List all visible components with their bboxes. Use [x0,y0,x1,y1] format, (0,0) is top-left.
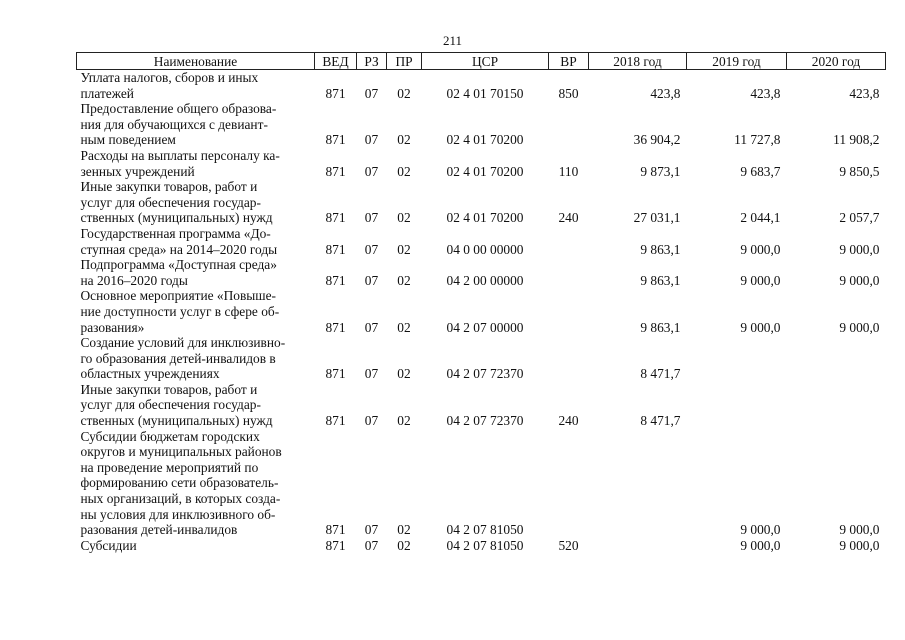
cell-pr: 02 [397,413,411,429]
cell-name-line: ных организаций, в которых созда- [80,491,281,507]
cell-2020: 9 000,0 [839,272,880,288]
cell-2019: 9 683,7 [740,163,781,179]
cell-name-line: Подпрограмма «Доступная среда» [80,257,277,273]
header-name: Наименование [77,53,315,70]
cell-ved: 871 [325,132,346,148]
cell-name-line: Субсидии [80,537,137,553]
cell-ved: 871 [325,319,346,335]
cell-ved: 871 [325,241,346,257]
header-ved: ВЕД [315,53,357,70]
cell-ved: 871 [325,366,346,382]
cell-csr: 04 2 07 72370 [446,366,524,382]
cell-name-line: Иные закупки товаров, работ и [80,179,258,195]
cell-2019: 9 000,0 [740,272,781,288]
table-row [77,429,886,538]
table-body [77,70,886,554]
cell-ved: 871 [325,522,346,538]
cell-2018 [589,429,687,538]
cell-name [77,179,315,226]
cell-csr: 04 0 00 00000 [446,241,524,257]
cell-rz: 07 [364,210,379,226]
page-number: 211 [442,33,463,48]
cell-rz: 07 [364,85,379,101]
cell-name-line: Предоставление общего образова- [80,101,277,117]
cell-name-line: ступная среда» на 2014–2020 годы [80,241,278,257]
cell-name [77,538,315,554]
cell-2019: 9 000,0 [740,241,781,257]
cell-2019: 423,8 [750,85,781,101]
cell-2020: 9 000,0 [839,319,880,335]
cell-name-line: ние доступности услуг в сфере об- [80,303,280,319]
cell-pr: 02 [397,132,411,148]
cell-2020: 11 908,2 [833,132,880,148]
header-vr: ВР [549,53,589,70]
cell-rz: 07 [364,132,379,148]
cell-vr: 850 [558,85,579,101]
cell-name [77,335,315,382]
header-csr: ЦСР [422,53,549,70]
cell-pr: 02 [397,272,411,288]
cell-vr: 240 [558,210,579,226]
cell-2018: 36 904,2 [633,132,681,148]
cell-name [77,288,315,335]
cell-rz: 07 [364,522,379,538]
budget-table [76,52,886,553]
cell-2020: 9 000,0 [839,241,880,257]
cell-csr: 02 4 01 70200 [446,210,524,226]
cell-2019: 2 044,1 [740,210,781,226]
header-pr: ПР [387,53,422,70]
cell-ved: 871 [325,272,346,288]
cell-2019: 11 727,8 [734,132,781,148]
cell-pr: 02 [397,210,411,226]
table-header-row [77,53,886,70]
cell-csr: 02 4 01 70150 [446,85,524,101]
cell-pr: 02 [397,366,411,382]
cell-pr: 02 [397,522,411,538]
cell-ved: 871 [325,163,346,179]
table-row [77,226,886,257]
cell-2018: 8 471,7 [640,413,681,429]
cell-name [77,382,315,429]
cell-2020: 2 057,7 [839,210,880,226]
cell-2020: 9 000,0 [839,537,880,553]
table-row [77,288,886,335]
cell-name-line: ственных (муниципальных) нужд [80,210,273,226]
cell-2018: 9 863,1 [640,272,681,288]
cell-name [77,429,315,538]
cell-name-line: Расходы на выплаты персоналу ка- [80,147,280,163]
cell-rz: 07 [364,319,379,335]
cell-ved: 871 [325,413,346,429]
table-row [77,335,886,382]
table-row [77,148,886,179]
cell-name-line: на проведение мероприятий по [80,459,259,475]
header-2019: 2019 год [687,53,787,70]
table-row [77,538,886,554]
cell-2020 [787,382,886,429]
table-row [77,382,886,429]
cell-2018: 9 863,1 [640,241,681,257]
cell-name-line: Иные закупки товаров, работ и [80,381,258,397]
cell-vr: 110 [558,163,579,179]
cell-pr: 02 [397,163,411,179]
cell-name-line: зенных учреждений [80,163,195,179]
cell-name [77,148,315,179]
cell-name-line: Субсидии бюджетам городских [80,428,260,444]
cell-name-line: Государственная программа «До- [80,225,271,241]
cell-name-line: областных учреждениях [80,366,220,382]
cell-csr: 04 2 07 00000 [446,319,524,335]
cell-vr [549,288,589,335]
cell-pr: 02 [397,85,411,101]
cell-2018: 8 471,7 [640,366,681,382]
table-row [77,101,886,148]
cell-name [77,226,315,257]
cell-vr [549,257,589,288]
cell-vr [549,101,589,148]
table-row [77,179,886,226]
cell-csr: 02 4 01 70200 [446,132,524,148]
cell-2019 [687,382,787,429]
cell-rz: 07 [364,163,379,179]
cell-csr: 04 2 07 81050 [446,522,524,538]
cell-name-line: Основное мероприятие «Повыше- [80,288,277,304]
cell-2020: 9 850,5 [839,163,880,179]
cell-2019 [687,335,787,382]
cell-ved: 871 [325,210,346,226]
cell-name [77,70,315,102]
cell-2018: 27 031,1 [633,210,681,226]
cell-ved: 871 [325,85,346,101]
cell-rz: 07 [364,537,379,553]
cell-vr: 240 [558,413,579,429]
cell-name-line: ным поведением [80,132,176,148]
cell-2018: 9 873,1 [640,163,681,179]
cell-name-line: разования» [80,319,145,335]
cell-name-line: платежей [80,85,134,101]
cell-2020 [787,335,886,382]
cell-vr [549,226,589,257]
cell-name-line: ственных (муниципальных) нужд [80,413,273,429]
cell-name-line: Создание условий для инклюзивно- [80,335,286,351]
cell-name-line: формированию сети образователь- [80,475,279,491]
cell-2019: 9 000,0 [740,522,781,538]
cell-2019: 9 000,0 [740,319,781,335]
header-2020: 2020 год [787,53,886,70]
cell-name-line: услуг для обеспечения государ- [80,194,261,210]
cell-name-line: го образования детей-инвалидов в [80,350,276,366]
cell-2018: 9 863,1 [640,319,681,335]
cell-name-line: на 2016–2020 годы [80,272,188,288]
cell-name-line: услуг для обеспечения государ- [80,397,261,413]
cell-rz: 07 [364,272,379,288]
cell-name-line: Уплата налогов, сборов и иных [80,70,259,85]
cell-csr: 04 2 07 81050 [446,537,524,553]
cell-pr: 02 [397,241,411,257]
cell-csr: 04 2 07 72370 [446,413,524,429]
cell-ved: 871 [325,537,346,553]
cell-2018: 423,8 [650,85,681,101]
cell-pr: 02 [397,319,411,335]
cell-name-line: ны условия для инклюзивного об- [80,506,276,522]
table-row [77,70,886,102]
cell-rz: 07 [364,241,379,257]
header-rz: РЗ [357,53,387,70]
cell-name-line: округов и муниципальных районов [80,444,282,460]
cell-vr [549,429,589,538]
cell-rz: 07 [364,366,379,382]
table-row [77,257,886,288]
cell-name-line: разования детей-инвалидов [80,522,238,538]
header-2018: 2018 год [589,53,687,70]
cell-csr: 02 4 01 70200 [446,163,524,179]
cell-2018 [589,538,687,554]
cell-name-line: ния для обучающихся с девиант- [80,116,268,132]
cell-2020: 423,8 [849,85,880,101]
cell-2020: 9 000,0 [839,522,880,538]
cell-rz: 07 [364,413,379,429]
cell-vr [549,335,589,382]
cell-name [77,257,315,288]
cell-vr: 520 [558,537,579,553]
cell-name [77,101,315,148]
cell-2019: 9 000,0 [740,537,781,553]
cell-pr: 02 [397,537,411,553]
cell-csr: 04 2 00 00000 [446,272,524,288]
